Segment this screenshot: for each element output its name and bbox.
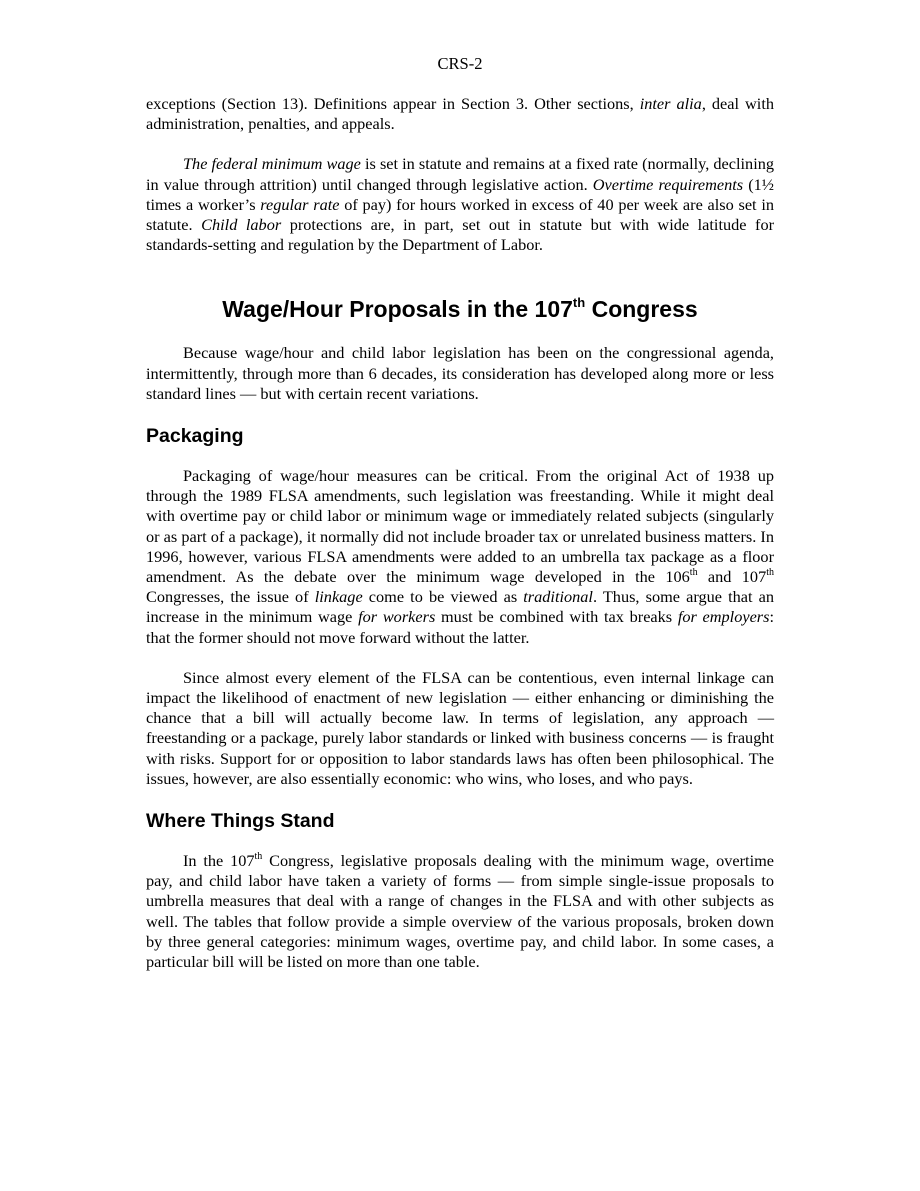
italic-run: Child labor	[201, 215, 282, 235]
text-run: and 107	[697, 567, 767, 587]
text-run: (1½ times a worker’s	[146, 174, 775, 214]
superscript: th	[689, 567, 698, 579]
superscript: th	[766, 567, 774, 579]
italic-run: linkage	[314, 587, 363, 607]
text-run: Packaging of wage/hour measures can be critical. From the original Act of 1938 up through the 1989 FLSA amendments, such legislation was freestanding. While it might deal with overtime pay or child labor or minimum wage or immediately related subjects (singularly or as part of a package), it normally did not include broader tax or unrelated business matters. In 1996, however, various FLSA amendments were added to an umbrella tax package as a floor amendment. As the debate over the minimum wage developed in the 106	[146, 466, 774, 587]
italic-run: regular rate	[260, 194, 340, 214]
text-run: must be combined with tax breaks	[435, 607, 678, 627]
text-run: is set in statute and remains at a fixed rate (normally, declining in value through attrition) until changed through legislative action.	[146, 154, 774, 194]
section-intro-paragraph: Because wage/hour and child labor legislation has been on the congressional agenda, intermittently, through more than 6 decades, its consideration has developed along more or less standard lines — but with certain recent variations.	[146, 343, 774, 403]
document-body	[146, 94, 774, 972]
packaging-paragraph-1	[146, 466, 774, 648]
text-run: protections are, in part, set out in statute but with wide latitude for standards-setting and regulation by the Department of Labor.	[146, 215, 775, 255]
intro-paragraph-1	[146, 94, 774, 134]
text-run: . Thus, some argue that an increase in the minimum wage	[146, 587, 774, 627]
text-run: come to be viewed as	[362, 587, 524, 607]
text-run: of pay) for hours worked in excess of 40 per week are also set in statute.	[146, 194, 774, 235]
text-run: , deal with administration, penalties, and appeals.	[146, 94, 774, 134]
superscript: th	[254, 851, 263, 863]
text-run: Congresses, the issue of	[146, 587, 315, 607]
section-heading	[146, 295, 774, 323]
italic-run: traditional	[523, 587, 593, 607]
heading-text: Wage/Hour Proposals in the 107	[222, 296, 573, 323]
text-run: Congress, legislative proposals dealing with the minimum wage, overtime pay, and child labor have taken a variety of forms — from simple single-issue proposals to umbrella measures that deal with a range of changes in the FLSA and with other subjects as well. The tables that follow provide a simple overview of the various proposals, broken down by three general categories: minimum wages, overtime pay, and child labor. In some cases, a particular bill will be listed on more than one table.	[146, 851, 774, 972]
italic-run: The federal minimum wage	[183, 154, 361, 174]
italic-run: for workers	[358, 607, 436, 627]
italic-run: inter alia	[639, 94, 702, 113]
italic-run: Overtime requirements	[592, 174, 744, 194]
intro-paragraph-2	[146, 154, 774, 255]
italic-run: for employers	[677, 607, 770, 627]
text-run: : that the former should not move forward without the latter.	[146, 607, 774, 647]
text-run: exceptions (Section 13). Definitions appear in Section 3. Other sections,	[146, 94, 640, 113]
page-number-header: CRS-2	[437, 54, 483, 73]
packaging-heading: Packaging	[146, 425, 244, 448]
heading-superscript: th	[572, 295, 586, 311]
packaging-paragraph-2: Since almost every element of the FLSA can be contentious, even internal linkage can impact the likelihood of enactment of new legislation — either enhancing or diminishing the chance that a bill will actually become law. In terms of legislation, any approach — freestanding or a package, purely labor standards or linked with business concerns — is fraught with risks. Support for or opposition to labor standards laws has often been philosophical. The issues, however, are also essentially economic: who wins, who loses, and who pays.	[146, 667, 774, 788]
where-things-stand-paragraph	[146, 851, 774, 972]
text-run: In the 107	[183, 851, 255, 871]
where-things-stand-heading: Where Things Stand	[146, 810, 335, 833]
heading-text: Congress	[585, 296, 698, 323]
